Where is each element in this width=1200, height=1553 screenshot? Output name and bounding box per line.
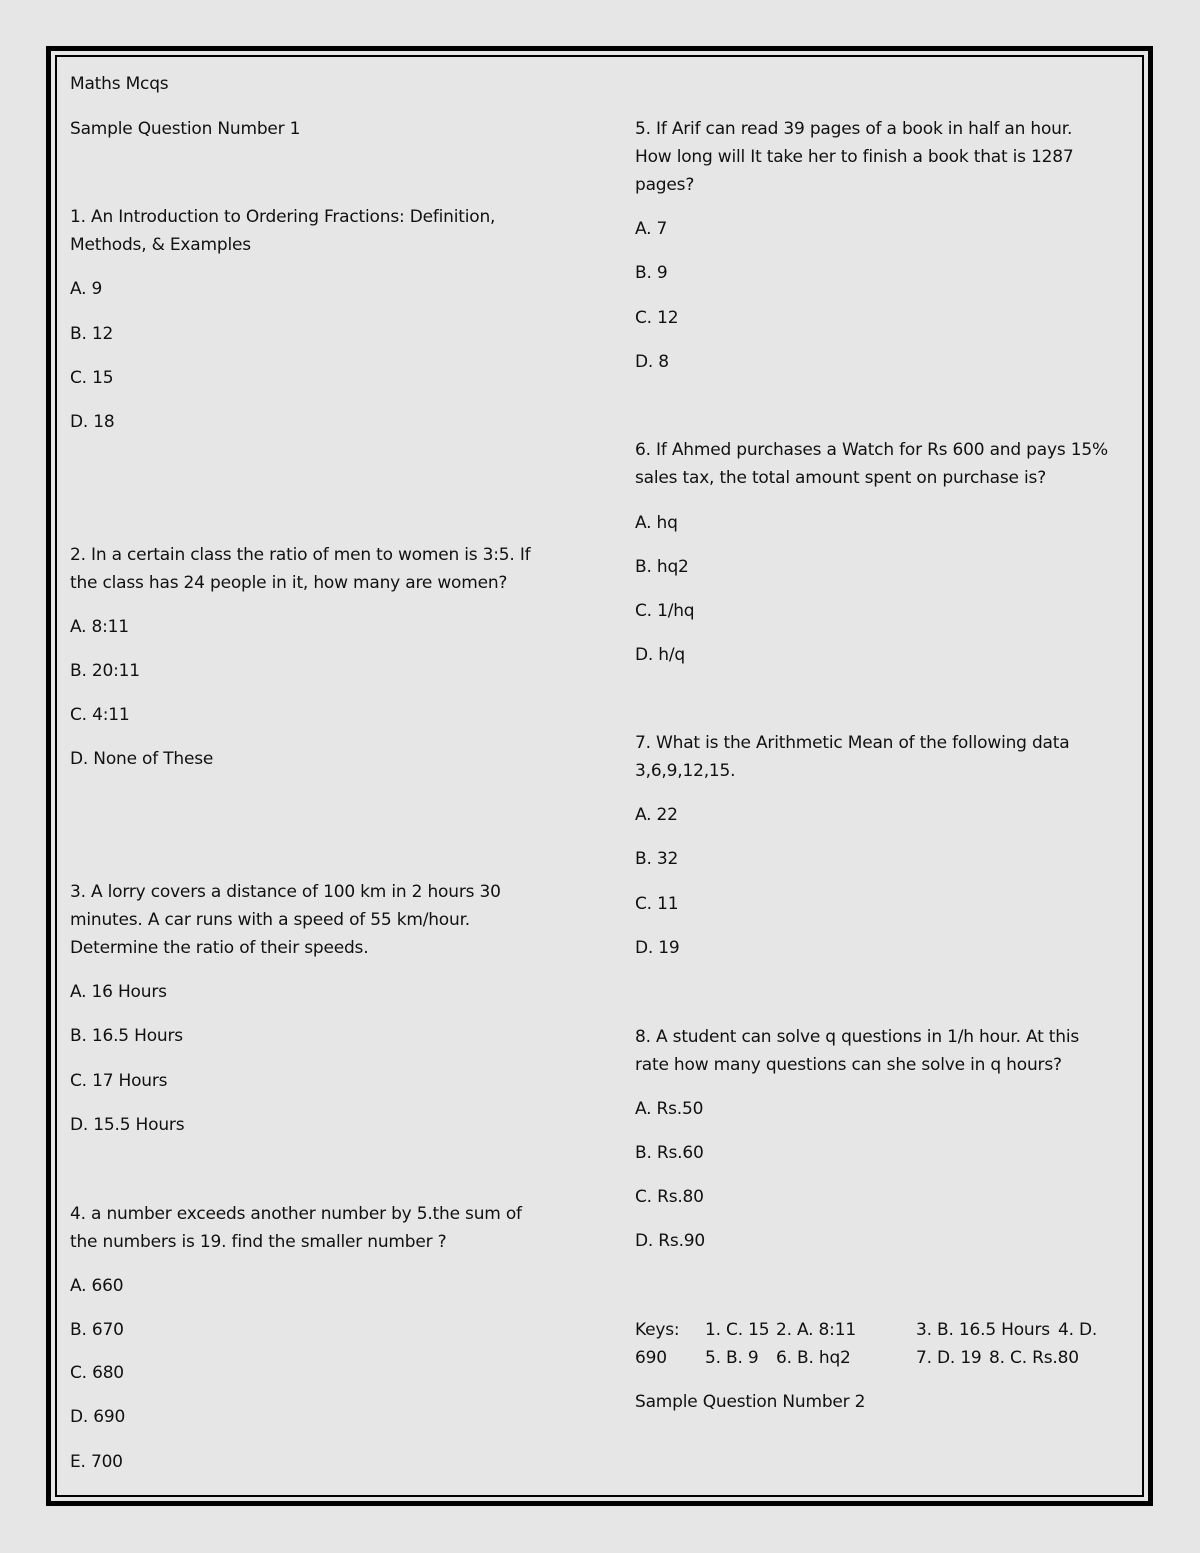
option-a: A. 22 <box>635 805 678 825</box>
page-border-inner <box>55 55 1144 1497</box>
option-a: A. Rs.50 <box>635 1099 704 1119</box>
key-item: 2. A. 8:11 <box>776 1320 856 1340</box>
question-text: Methods, & Examples <box>70 235 251 255</box>
option-a: A. hq <box>635 513 678 533</box>
option-c: C. 680 <box>70 1363 124 1383</box>
question-text: 2. In a certain class the ratio of men to women is 3:5. If <box>70 545 531 565</box>
question-text: the numbers is 19. find the smaller number ? <box>70 1232 447 1252</box>
question-text: rate how many questions can she solve in q hours? <box>635 1055 1062 1075</box>
option-d: D. 18 <box>70 412 115 432</box>
option-b: B. 32 <box>635 849 679 869</box>
option-d: D. 15.5 Hours <box>70 1115 185 1135</box>
question-text: How long will It take her to finish a book that is 1287 <box>635 147 1074 167</box>
option-b: B. 670 <box>70 1320 124 1340</box>
question-text: Determine the ratio of their speeds. <box>70 938 369 958</box>
option-b: B. Rs.60 <box>635 1143 704 1163</box>
question-text: pages? <box>635 175 695 195</box>
option-d: D. h/q <box>635 645 685 665</box>
option-a: A. 660 <box>70 1276 124 1296</box>
key-item: 1. C. 15 <box>705 1320 770 1340</box>
question-text: the class has 24 people in it, how many are women? <box>70 573 508 593</box>
key-item: 8. C. Rs.80 <box>989 1348 1079 1368</box>
option-b: B. 16.5 Hours <box>70 1026 183 1046</box>
question-text: 7. What is the Arithmetic Mean of the following data <box>635 733 1070 753</box>
option-c: C. 11 <box>635 894 679 914</box>
question-text: 3,6,9,12,15. <box>635 761 736 781</box>
key-item: 5. B. 9 <box>705 1348 759 1368</box>
document-title: Maths Mcqs <box>70 74 169 94</box>
key-item: 690 <box>635 1348 667 1368</box>
question-text: 4. a number exceeds another number by 5.the sum of <box>70 1204 522 1224</box>
question-text: 8. A student can solve q questions in 1/h hour. At this <box>635 1027 1080 1047</box>
option-c: C. 1/hq <box>635 601 695 621</box>
key-item: 4. D. <box>1058 1320 1098 1340</box>
option-d: D. 8 <box>635 352 669 372</box>
option-c: C. 12 <box>635 308 679 328</box>
option-a: A. 7 <box>635 219 668 239</box>
option-d: D. None of These <box>70 749 214 769</box>
option-b: B. 12 <box>70 324 114 344</box>
option-b: B. hq2 <box>635 557 689 577</box>
option-c: C. 15 <box>70 368 114 388</box>
key-item: 7. D. 19 <box>916 1348 982 1368</box>
option-b: B. 20:11 <box>70 661 140 681</box>
option-d: D. 19 <box>635 938 680 958</box>
question-text: 6. If Ahmed purchases a Watch for Rs 600 and pays 15% <box>635 440 1108 460</box>
option-e: E. 700 <box>70 1452 123 1472</box>
option-a: A. 16 Hours <box>70 982 167 1002</box>
key-item: 3. B. 16.5 Hours <box>916 1320 1050 1340</box>
sample-heading-1: Sample Question Number 1 <box>70 119 301 139</box>
option-d: D. Rs.90 <box>635 1231 706 1251</box>
key-item: 6. B. hq2 <box>776 1348 851 1368</box>
option-c: C. Rs.80 <box>635 1187 704 1207</box>
question-text: 3. A lorry covers a distance of 100 km in 2 hours 30 <box>70 882 501 902</box>
option-c: C. 17 Hours <box>70 1071 168 1091</box>
option-a: A. 8:11 <box>70 617 129 637</box>
question-text: 5. If Arif can read 39 pages of a book in half an hour. <box>635 119 1073 139</box>
option-b: B. 9 <box>635 263 668 283</box>
option-a: A. 9 <box>70 279 103 299</box>
option-d: D. 690 <box>70 1407 126 1427</box>
question-text: sales tax, the total amount spent on purchase is? <box>635 468 1047 488</box>
option-c: C. 4:11 <box>70 705 130 725</box>
question-text: 1. An Introduction to Ordering Fractions: Definition, <box>70 207 496 227</box>
sample-heading-2: Sample Question Number 2 <box>635 1392 866 1412</box>
keys-label: Keys: <box>635 1320 680 1340</box>
question-text: minutes. A car runs with a speed of 55 km/hour. <box>70 910 471 930</box>
